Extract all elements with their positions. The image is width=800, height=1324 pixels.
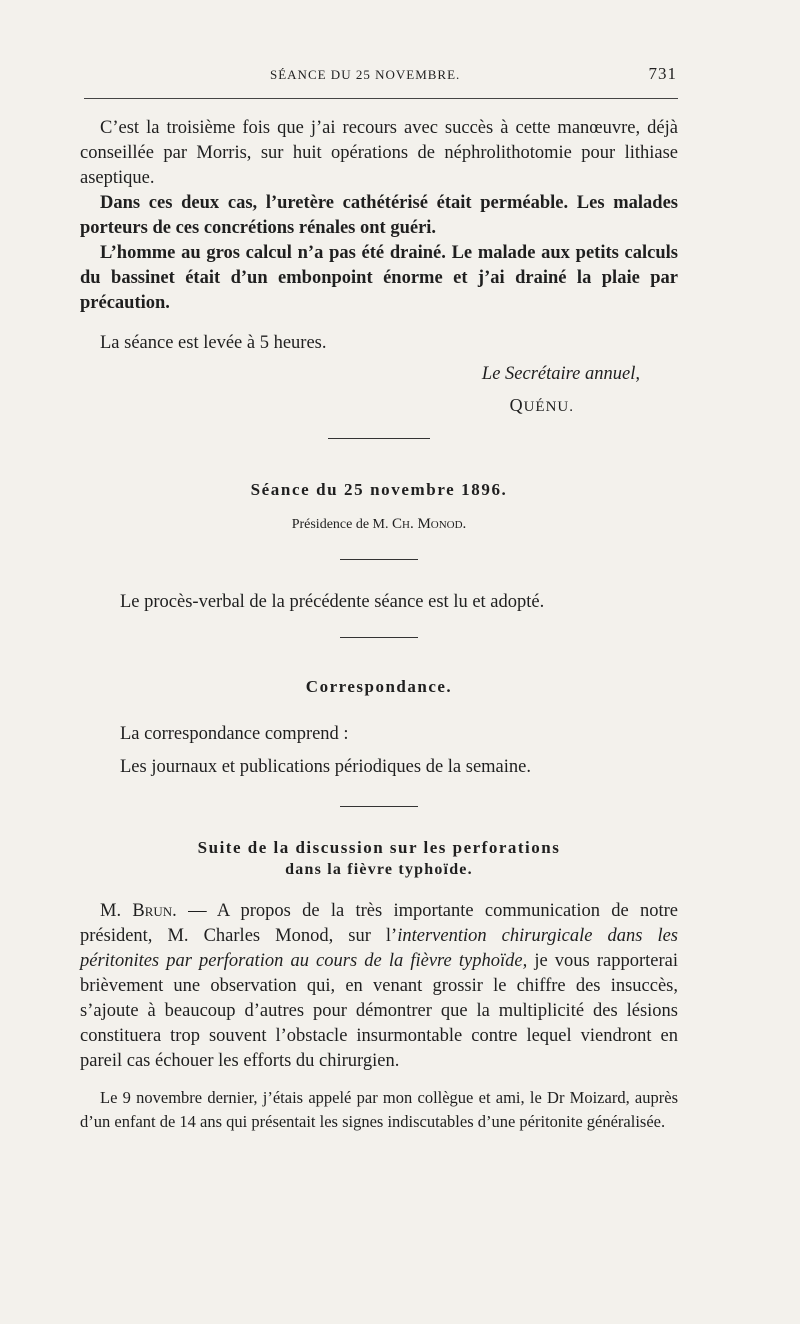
discussion-paragraph-1: [80, 899, 678, 1074]
signature-name-initial: Q: [509, 395, 524, 415]
section-divider: [340, 806, 418, 807]
intro-paragraph-2: Dans ces deux cas, l’uretère cathétérisé était perméable. Les malades porteurs de ces concrétions rénales ont guéri.: [80, 193, 678, 238]
correspondance-line-1: La correspondance comprend :: [120, 724, 349, 744]
presidence-name: Ch. Monod.: [392, 516, 467, 532]
running-head-title: SÉANCE DU 25 NOVEMBRE.: [270, 67, 461, 82]
discussion-heading-2: dans la fièvre typhoïde.: [285, 861, 473, 878]
discussion-text-b: je vous rapporterai brièvement une observation qui, en venant grossir le chiffre des insuccès, s’ajoute à beaucoup d’autres pour démontrer que la multiplicité des lésions constituera trop souvent l’obstacle insurmontable contre lequel viendront en pareil cas échouer les efforts du chirurgien.: [80, 951, 678, 1071]
discussion-text-a: — A propos de la très importante communication de notre président, M. Charles Monod, sur l’: [80, 901, 678, 946]
seance-title: Séance du 25 novembre 1896.: [250, 480, 508, 499]
presidence-line: [80, 512, 678, 537]
intro-paragraph-1: C’est la troisième fois que j’ai recours avec succès à cette manœuvre, déjà conseillée par Morris, sur huit opérations de néphrolithotomie pour lithiase aseptique.: [80, 118, 678, 188]
correspondance-line-2: Les journaux et publications périodiques de la semaine.: [120, 757, 531, 777]
discussion-paragraph-2: Le 9 novembre dernier, j’étais appelé par mon collègue et ami, le Dr Moizard, auprès d’un enfant de 14 ans qui présentait les signes indiscutables d’une péritonite généralisée.: [80, 1088, 678, 1131]
discussion-heading-1: Suite de la discussion sur les perforations: [197, 838, 561, 857]
page-body: [80, 116, 678, 1134]
signature-name-rest: UÉNU.: [523, 399, 574, 415]
section-divider: [340, 559, 418, 560]
section-divider: [328, 438, 430, 439]
page-number: 731: [648, 64, 677, 83]
closing-line: La séance est levée à 5 heures.: [100, 333, 327, 353]
running-head: [80, 64, 677, 86]
header-rule: [84, 98, 678, 99]
signature-name: [80, 393, 678, 420]
section-divider: [340, 637, 418, 638]
intro-paragraph-3: L’homme au gros calcul n’a pas été drainé. Le malade aux petits calculs du bassinet était d’un embonpoint énorme et j’ai drainé la plaie par précaution.: [80, 243, 678, 313]
signature-role: Le Secrétaire annuel,: [481, 364, 640, 384]
correspondance-heading: Correspondance.: [305, 677, 453, 696]
discussion-italic: intervention chirurgicale dans les péritonites par perforation au cours de la fièvre typhoïde,: [80, 926, 678, 971]
presidence-prefix: Présidence de M.: [291, 517, 389, 532]
proces-verbal: Le procès-verbal de la précédente séance est lu et adopté.: [120, 592, 545, 612]
speaker-name: M. Brun.: [100, 901, 177, 921]
